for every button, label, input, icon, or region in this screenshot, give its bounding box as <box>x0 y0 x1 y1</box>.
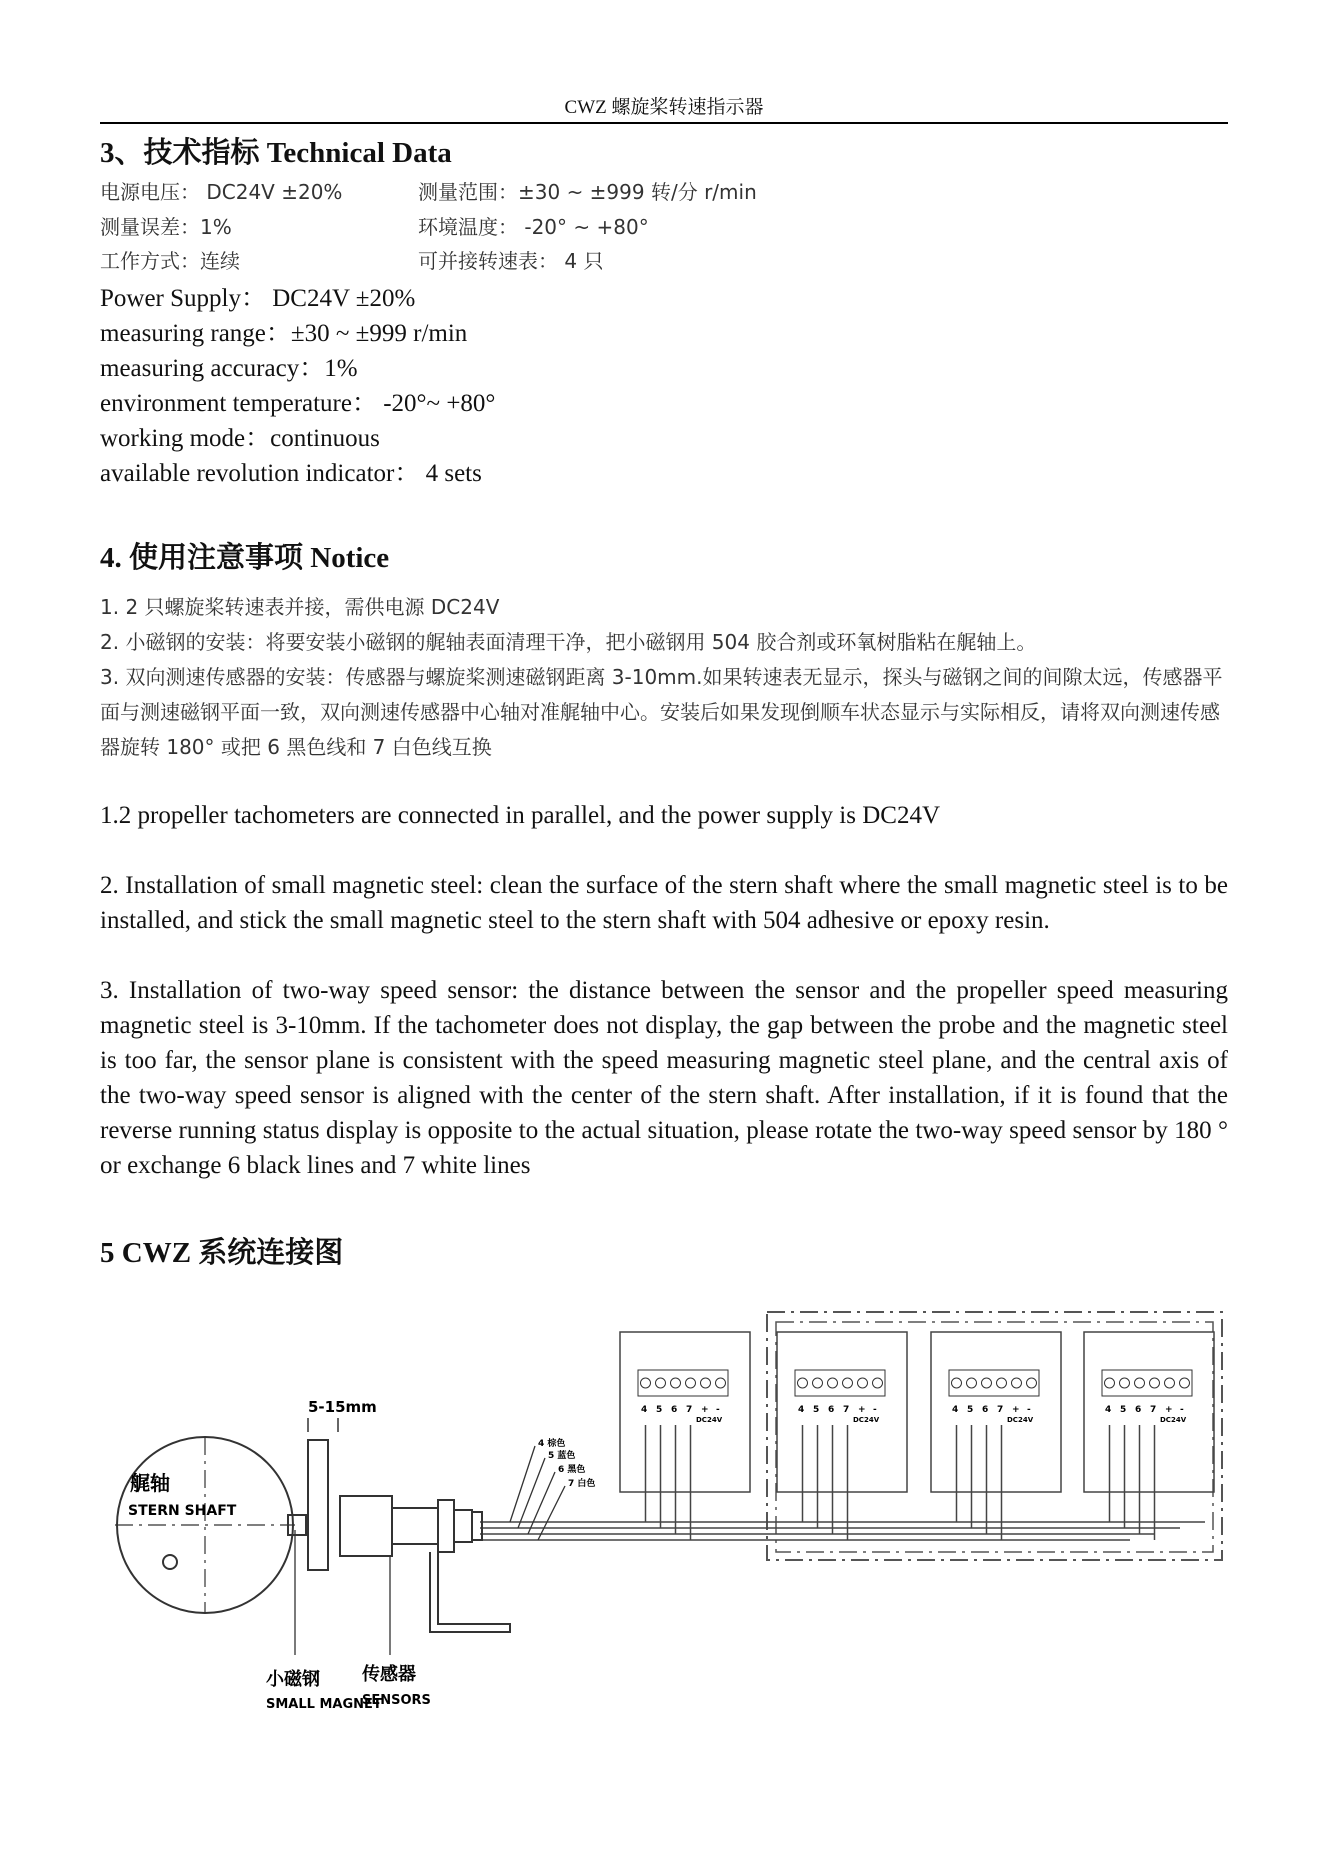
terminal-screw <box>997 1378 1007 1388</box>
terminal-number: + <box>858 1405 866 1415</box>
gap-label: 5-15mm <box>308 1398 377 1416</box>
spec-cn-temp: 环境温度： -20° ~ +80° <box>418 215 649 239</box>
spec-en-range: measuring range：±30 ~ ±999 r/min <box>100 320 468 347</box>
terminal-screw <box>843 1378 853 1388</box>
terminal-screw <box>1135 1378 1145 1388</box>
terminal-number: 4 <box>798 1405 805 1415</box>
notice-en-1: 1.2 propeller tachometers are connected in parallel, and the power supply is DC24V <box>100 802 941 829</box>
sensor-body <box>308 1440 510 1632</box>
terminal-screw <box>813 1378 823 1388</box>
spec-en-temp: environment temperature： -20°~ +80° <box>100 390 496 417</box>
section3-title: 3、技术指标 Technical Data <box>100 137 452 169</box>
notice-cn-2: 2. 小磁钢的安装：将要安装小磁钢的艉轴表面清理干净，把小磁钢用 504 胶合剂或环氧树脂粘在艉轴上。 <box>100 630 1037 654</box>
terminal-number: 5 <box>967 1405 974 1415</box>
terminal-number: 5 <box>656 1405 663 1415</box>
terminal-number: 4 <box>952 1405 959 1415</box>
terminal-number: 7 <box>686 1405 693 1415</box>
terminal-number: 5 <box>1120 1405 1127 1415</box>
terminal-number: 6 <box>982 1405 989 1415</box>
terminal-number: - <box>716 1405 720 1415</box>
terminal-block <box>1102 1370 1192 1396</box>
spec-cn-range: 测量范围：±30 ~ ±999 转/分 r/min <box>418 180 757 204</box>
spec-cn-mode: 工作方式：连续 <box>100 249 240 273</box>
terminal-screw <box>686 1378 696 1388</box>
terminal-screw <box>873 1378 883 1388</box>
terminal-screw <box>701 1378 711 1388</box>
terminal-screw <box>967 1378 977 1388</box>
terminal-number: + <box>1165 1405 1173 1415</box>
terminal-supply-label: DC24V <box>1007 1416 1034 1424</box>
section4-title: 4. 使用注意事项 Notice <box>100 542 390 574</box>
terminal-screw <box>1180 1378 1190 1388</box>
spec-en-supply: Power Supply： DC24V ±20% <box>100 285 416 312</box>
terminal-number: 4 <box>1105 1405 1112 1415</box>
section5-title: 5 CWZ 系统连接图 <box>100 1237 344 1269</box>
wire-label-4: 4 棕色 <box>538 1439 566 1449</box>
terminal-number: 6 <box>671 1405 678 1415</box>
terminal-screw <box>1012 1378 1022 1388</box>
connection-diagram <box>100 1300 1240 1720</box>
terminal-screw <box>828 1378 838 1388</box>
terminal-blocks <box>638 1370 1192 1424</box>
terminal-supply-label: DC24V <box>853 1416 880 1424</box>
magnet-cn-label: 小磁钢 <box>266 1669 320 1690</box>
terminal-screw <box>798 1378 808 1388</box>
wire-label-6: 6 黑色 <box>558 1465 586 1475</box>
terminal-screw <box>1027 1378 1037 1388</box>
terminal-number: + <box>701 1405 709 1415</box>
terminal-number: - <box>1180 1405 1184 1415</box>
notice-cn-1: 1. 2 只螺旋桨转速表并接，需供电源 DC24V <box>100 595 500 619</box>
terminal-supply-label: DC24V <box>1160 1416 1187 1424</box>
page-header: CWZ 螺旋桨转速指示器 <box>100 92 1228 124</box>
terminal-screw <box>671 1378 681 1388</box>
terminal-block <box>638 1370 728 1396</box>
terminal-number: 4 <box>641 1405 648 1415</box>
shaft-cn-label: 艉轴 <box>130 1471 170 1495</box>
terminal-number: 7 <box>1150 1405 1157 1415</box>
spec-cn-error: 测量误差：1% <box>100 215 232 239</box>
wire-label-5: 5 蓝色 <box>548 1451 576 1461</box>
terminal-block <box>795 1370 885 1396</box>
terminal-screw <box>982 1378 992 1388</box>
terminal-supply-label: DC24V <box>696 1416 723 1424</box>
terminal-number: 5 <box>813 1405 820 1415</box>
spec-cn-count: 可并接转速表： 4 只 <box>418 249 604 273</box>
terminal-screw <box>1120 1378 1130 1388</box>
magnet-en-label: SMALL MAGNET <box>266 1697 382 1712</box>
terminal-screw <box>656 1378 666 1388</box>
terminal-number: 6 <box>1135 1405 1142 1415</box>
spec-cn-supply: 电源电压： DC24V ±20% <box>100 180 343 204</box>
notice-cn-3: 3. 双向测速传感器的安装：传感器与螺旋桨测速磁钢距离 3-10mm.如果转速表无显示，探头与磁钢之间的间隙太远，传感器平面与测速磁钢平面一致，双向测速传感器中心轴对准艉轴中心。安装后如果发现倒顺车状态显示与实际相反，请将双向测速传感器旋转 180° 或把 6 黑色线和 7 白色线互换 <box>100 665 1223 759</box>
notice-en-2: 2. Installation of small magnetic steel: clean the surface of the stern shaft where the small magnetic steel is to be installed, and stick the small magnetic steel to the stern shaft with 504 adhesive or epoxy resin. <box>100 872 1228 934</box>
terminal-screw <box>952 1378 962 1388</box>
terminal-block <box>949 1370 1039 1396</box>
spec-en-mode: working mode：continuous <box>100 425 380 452</box>
terminal-screw <box>641 1378 651 1388</box>
spec-en-count: available revolution indicator： 4 sets <box>100 460 482 487</box>
wire-label-7: 7 白色 <box>568 1479 596 1489</box>
terminal-number: - <box>1027 1405 1031 1415</box>
notice-en-3: 3. Installation of two-way speed sensor: the distance between the sensor and the propeller speed measuring magnetic steel is 3-10mm. If the tachometer does not display, the gap between the probe and the magnetic steel is too far, the sensor plane is consistent with the speed measuring magnetic steel plane, and the central axis of the two-way speed sensor is aligned with the center of the stern shaft. After installation, if it is found that the reverse running status display is opposite to the actual situation, please rotate the two-way speed sensor by 180 ° or exchange 6 black lines and 7 white lines <box>100 977 1228 1179</box>
sensor-cn-label: 传感器 <box>362 1664 416 1685</box>
shaft-en-label: STERN SHAFT <box>128 1503 237 1519</box>
terminal-screw <box>1150 1378 1160 1388</box>
terminal-screw <box>1165 1378 1175 1388</box>
terminal-number: 7 <box>843 1405 850 1415</box>
terminal-screw <box>1105 1378 1115 1388</box>
terminal-number: + <box>1012 1405 1020 1415</box>
sensor-en-label: SENSORS <box>362 1693 431 1708</box>
terminal-screw <box>858 1378 868 1388</box>
terminal-number: - <box>873 1405 877 1415</box>
spec-en-accuracy: measuring accuracy：1% <box>100 355 358 382</box>
terminal-number: 6 <box>828 1405 835 1415</box>
terminal-number: 7 <box>997 1405 1004 1415</box>
stern-shaft <box>115 1437 295 1613</box>
terminal-screw <box>716 1378 726 1388</box>
